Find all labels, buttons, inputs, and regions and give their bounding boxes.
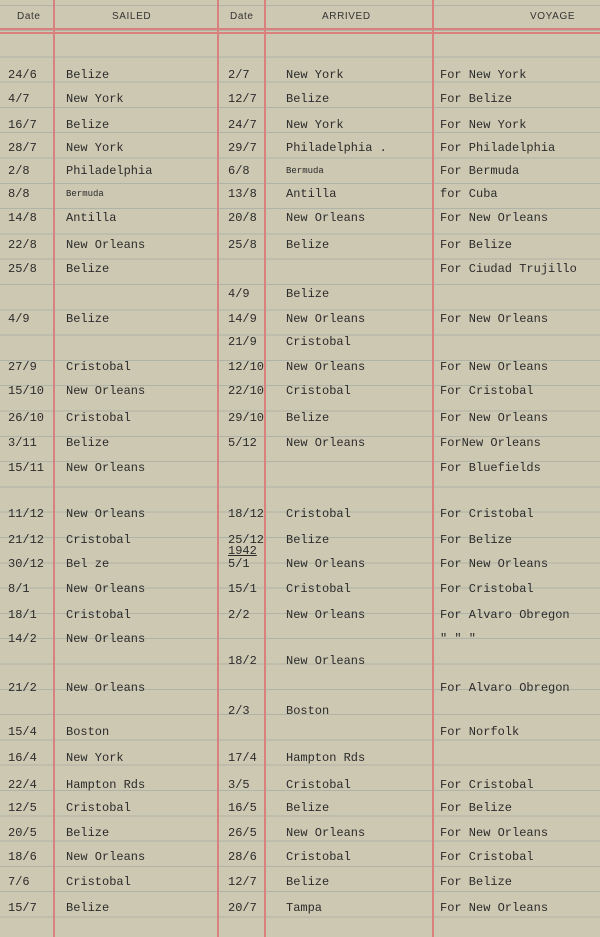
table-row bbox=[0, 211, 600, 231]
header-date-arrived: Date bbox=[230, 11, 254, 22]
table-row bbox=[0, 801, 600, 821]
voyage-destination: For New Orleans bbox=[440, 360, 549, 374]
arrived-date: 25/8 bbox=[228, 238, 257, 252]
arrived-date: 5/1 bbox=[228, 557, 250, 571]
table-row bbox=[0, 681, 600, 701]
sailed-date: 8/8 bbox=[8, 187, 30, 201]
arrived-date: 2/7 bbox=[228, 68, 250, 82]
voyage-destination: For Cristobal bbox=[440, 582, 534, 596]
table-row bbox=[0, 436, 600, 456]
table-row bbox=[0, 826, 600, 846]
table-row bbox=[0, 118, 600, 138]
header-voyage: VOYAGE bbox=[530, 11, 576, 22]
table-row bbox=[0, 533, 600, 553]
arrived-date: 16/5 bbox=[228, 801, 257, 815]
arrived-port: Cristobal bbox=[286, 384, 351, 398]
voyage-destination: For Belize bbox=[440, 533, 513, 547]
sailed-date: 30/12 bbox=[8, 557, 45, 571]
arrived-date: 25/12 bbox=[228, 533, 265, 547]
table-row bbox=[0, 141, 600, 161]
table-row bbox=[0, 850, 600, 870]
sailed-port: New Orleans bbox=[66, 681, 146, 695]
arrived-date: 12/7 bbox=[228, 875, 257, 889]
table-row bbox=[0, 507, 600, 527]
sailed-port: Cristobal bbox=[66, 801, 131, 815]
voyage-destination: ForNew Orleans bbox=[440, 436, 541, 450]
arrived-port: New Orleans bbox=[286, 312, 366, 326]
year-marker: 1942 bbox=[228, 544, 257, 558]
voyage-destination: " " " bbox=[440, 632, 477, 646]
sailed-date: 16/7 bbox=[8, 118, 37, 132]
sailed-port: New Orleans bbox=[66, 238, 146, 252]
table-row bbox=[0, 875, 600, 895]
sailed-port: Belize bbox=[66, 826, 110, 840]
voyage-destination: For Norfolk bbox=[440, 725, 520, 739]
table-row bbox=[0, 704, 600, 724]
voyage-destination: For Bermuda bbox=[440, 164, 520, 178]
table-row bbox=[0, 461, 600, 481]
arrived-port: Hampton Rds bbox=[286, 751, 366, 765]
arrived-port: New York bbox=[286, 118, 344, 132]
arrived-date: 20/8 bbox=[228, 211, 257, 225]
voyage-destination: For New York bbox=[440, 68, 527, 82]
arrived-port: Belize bbox=[286, 875, 330, 889]
sailed-port: Cristobal bbox=[66, 608, 131, 622]
sailed-port: New Orleans bbox=[66, 507, 146, 521]
voyage-destination: For New Orleans bbox=[440, 557, 549, 571]
sailed-port: Bermuda bbox=[66, 189, 104, 199]
table-row bbox=[0, 544, 600, 577]
voyage-destination: For Belize bbox=[440, 875, 513, 889]
sailed-port: Philadelphia bbox=[66, 164, 153, 178]
sailed-date: 15/7 bbox=[8, 901, 37, 915]
sailed-port: Belize bbox=[66, 68, 110, 82]
sailed-port: Cristobal bbox=[66, 533, 131, 547]
header-sailed: SAILED bbox=[112, 11, 152, 22]
sailed-date: 12/5 bbox=[8, 801, 37, 815]
sailed-date: 28/7 bbox=[8, 141, 37, 155]
arrived-port: Cristobal bbox=[286, 850, 351, 864]
arrived-date: 24/7 bbox=[228, 118, 257, 132]
voyage-destination: for Cuba bbox=[440, 187, 498, 201]
arrived-port: Tampa bbox=[286, 901, 323, 915]
sailed-date: 18/6 bbox=[8, 850, 37, 864]
voyage-destination: For Alvaro Obregon bbox=[440, 608, 570, 622]
arrived-port: Antilla bbox=[286, 187, 337, 201]
arrived-port: New Orleans bbox=[286, 360, 366, 374]
arrived-port: Belize bbox=[286, 411, 330, 425]
sailed-date: 2/8 bbox=[8, 164, 30, 178]
arrived-date: 14/9 bbox=[228, 312, 257, 326]
arrived-port: New York bbox=[286, 68, 344, 82]
arrived-date: 4/9 bbox=[228, 287, 250, 301]
sailed-port: New York bbox=[66, 141, 124, 155]
table-row bbox=[0, 384, 600, 404]
sailed-date: 22/4 bbox=[8, 778, 37, 792]
arrived-date: 15/1 bbox=[228, 582, 257, 596]
arrived-port: Belize bbox=[286, 287, 330, 301]
arrived-date: 29/10 bbox=[228, 411, 265, 425]
table-row bbox=[0, 68, 600, 88]
sailed-port: Hampton Rds bbox=[66, 778, 146, 792]
voyage-destination: For New Orleans bbox=[440, 312, 549, 326]
arrived-date: 18/2 bbox=[228, 654, 257, 668]
sailed-port: Cristobal bbox=[66, 360, 131, 374]
sailed-port: Boston bbox=[66, 725, 110, 739]
arrived-port: Philadelphia . bbox=[286, 141, 387, 155]
arrived-date: 21/9 bbox=[228, 335, 257, 349]
voyage-destination: For Cristobal bbox=[440, 384, 534, 398]
arrived-port: Cristobal bbox=[286, 582, 351, 596]
voyage-destination: For Bluefields bbox=[440, 461, 541, 475]
voyage-destination: For Belize bbox=[440, 801, 513, 815]
arrived-date: 12/7 bbox=[228, 92, 257, 106]
arrived-port: New Orleans bbox=[286, 654, 366, 668]
arrived-date: 28/6 bbox=[228, 850, 257, 864]
arrived-port: Belize bbox=[286, 801, 330, 815]
arrived-port: New Orleans bbox=[286, 826, 366, 840]
table-row bbox=[0, 287, 600, 307]
arrived-date: 5/12 bbox=[228, 436, 257, 450]
arrived-port: Belize bbox=[286, 92, 330, 106]
arrived-date: 18/12 bbox=[228, 507, 265, 521]
voyage-destination: For Cristobal bbox=[440, 850, 534, 864]
voyage-destination: For New Orleans bbox=[440, 826, 549, 840]
sailed-date: 8/1 bbox=[8, 582, 30, 596]
sailed-date: 7/6 bbox=[8, 875, 30, 889]
sailed-port: Belize bbox=[66, 901, 110, 915]
sailed-port: Bel ze bbox=[66, 557, 110, 571]
arrived-port: Bermuda bbox=[286, 166, 324, 176]
sailed-date: 18/1 bbox=[8, 608, 37, 622]
sailed-date: 22/8 bbox=[8, 238, 37, 252]
arrived-date: 13/8 bbox=[228, 187, 257, 201]
arrived-port: Boston bbox=[286, 704, 330, 718]
sailed-port: New York bbox=[66, 92, 124, 106]
voyage-destination: For Belize bbox=[440, 238, 513, 252]
sailed-port: Cristobal bbox=[66, 411, 131, 425]
table-row bbox=[0, 187, 600, 207]
header-rule-2 bbox=[0, 32, 600, 34]
arrived-date: 2/2 bbox=[228, 608, 250, 622]
voyage-destination: For Alvaro Obregon bbox=[440, 681, 570, 695]
table-row bbox=[0, 92, 600, 112]
arrived-date: 20/7 bbox=[228, 901, 257, 915]
arrived-port: Belize bbox=[286, 533, 330, 547]
table-row bbox=[0, 632, 600, 652]
arrived-port: New Orleans bbox=[286, 211, 366, 225]
voyage-destination: For Cristobal bbox=[440, 778, 534, 792]
sailed-port: Belize bbox=[66, 118, 110, 132]
voyage-destination: For Cristobal bbox=[440, 507, 534, 521]
table-row bbox=[0, 901, 600, 921]
table-row bbox=[0, 751, 600, 771]
sailed-date: 21/12 bbox=[8, 533, 45, 547]
sailed-date: 15/11 bbox=[8, 461, 45, 475]
sailed-date: 27/9 bbox=[8, 360, 37, 374]
voyage-destination: For New Orleans bbox=[440, 901, 549, 915]
arrived-date: 3/5 bbox=[228, 778, 250, 792]
sailed-date: 4/7 bbox=[8, 92, 30, 106]
table-row bbox=[0, 262, 600, 282]
sailed-port: Antilla bbox=[66, 211, 117, 225]
table-row bbox=[0, 725, 600, 745]
sailed-port: New Orleans bbox=[66, 850, 146, 864]
table-row bbox=[0, 312, 600, 332]
sailed-port: New Orleans bbox=[66, 632, 146, 646]
arrived-date: 29/7 bbox=[228, 141, 257, 155]
table-row bbox=[0, 582, 600, 602]
table-row bbox=[0, 238, 600, 258]
table-row bbox=[0, 360, 600, 380]
sailed-date: 11/12 bbox=[8, 507, 45, 521]
arrived-port: Cristobal bbox=[286, 335, 351, 349]
table-row bbox=[0, 778, 600, 798]
arrived-port: New Orleans bbox=[286, 608, 366, 622]
arrived-port: Cristobal bbox=[286, 507, 351, 521]
sailed-date: 15/4 bbox=[8, 725, 37, 739]
sailed-date: 24/6 bbox=[8, 68, 37, 82]
arrived-date: 2/3 bbox=[228, 704, 250, 718]
sailed-port: Belize bbox=[66, 262, 110, 276]
arrived-date: 22/10 bbox=[228, 384, 265, 398]
sailed-date: 26/10 bbox=[8, 411, 45, 425]
sailed-date: 14/8 bbox=[8, 211, 37, 225]
sailed-port: New Orleans bbox=[66, 582, 146, 596]
sailed-port: New Orleans bbox=[66, 461, 146, 475]
sailed-port: New York bbox=[66, 751, 124, 765]
sailed-date: 14/2 bbox=[8, 632, 37, 646]
table-row bbox=[0, 164, 600, 184]
sailed-port: Belize bbox=[66, 312, 110, 326]
sailed-date: 20/5 bbox=[8, 826, 37, 840]
arrived-date: 12/10 bbox=[228, 360, 265, 374]
sailed-date: 25/8 bbox=[8, 262, 37, 276]
voyage-destination: For Belize bbox=[440, 92, 513, 106]
arrived-port: Belize bbox=[286, 238, 330, 252]
arrived-port: New Orleans bbox=[286, 557, 366, 571]
header-arrived: ARRIVED bbox=[322, 11, 371, 22]
arrived-port: Cristobal bbox=[286, 778, 351, 792]
sailed-port: New Orleans bbox=[66, 384, 146, 398]
voyage-destination: For New Orleans bbox=[440, 211, 549, 225]
arrived-date: 26/5 bbox=[228, 826, 257, 840]
table-row bbox=[0, 335, 600, 355]
sailed-date: 16/4 bbox=[8, 751, 37, 765]
table-row bbox=[0, 654, 600, 674]
sailed-date: 4/9 bbox=[8, 312, 30, 326]
header-rule-1 bbox=[0, 28, 600, 30]
arrived-port: New Orleans bbox=[286, 436, 366, 450]
sailed-port: Cristobal bbox=[66, 875, 131, 889]
table-row bbox=[0, 411, 600, 431]
voyage-destination: For New Orleans bbox=[440, 411, 549, 425]
sailed-date: 3/11 bbox=[8, 436, 37, 450]
sailed-date: 15/10 bbox=[8, 384, 45, 398]
table-row bbox=[0, 608, 600, 628]
voyage-destination: For Philadelphia bbox=[440, 141, 556, 155]
voyage-destination: For New York bbox=[440, 118, 527, 132]
sailed-date: 21/2 bbox=[8, 681, 37, 695]
arrived-date: 6/8 bbox=[228, 164, 250, 178]
header-date-sailed: Date bbox=[17, 11, 41, 22]
voyage-destination: For Ciudad Trujillo bbox=[440, 262, 577, 276]
sailed-port: Belize bbox=[66, 436, 110, 450]
arrived-date: 17/4 bbox=[228, 751, 257, 765]
